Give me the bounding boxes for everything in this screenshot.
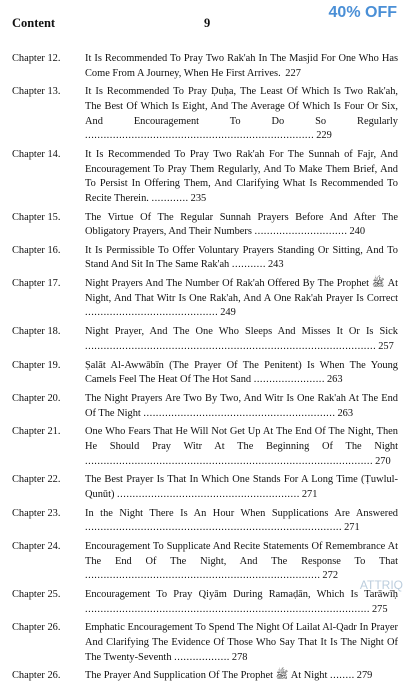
toc-entry-label: Chapter 26. — [12, 670, 61, 682]
toc-entry — [12, 621, 398, 665]
toc-entry — [12, 85, 398, 143]
toc-entry-label: Chapter 15. — [12, 211, 61, 223]
toc-entry-title: In the Night There Is An Hour When Supplications Are Answered — [85, 507, 398, 519]
toc-entry-body — [85, 392, 398, 421]
toc-entry-leader: ............................................................................ — [85, 570, 321, 582]
toc-entry-title: Encouragement To Supplicate And Recite Statements Of Remembrance At The End Of The Night, And The Response To That — [85, 541, 398, 567]
toc-entry-title: Night Prayers And The Number Of Rak'ah Offered By The Prophet ﷺ At Night, And That Witr Is One Rak'ah, And A One Rak'ah Prayer Is Correct — [85, 278, 398, 304]
table-of-contents — [12, 52, 398, 688]
toc-entry-leader: .............................................................. — [143, 407, 336, 419]
toc-entry-label: Chapter 17. — [12, 278, 61, 290]
toc-entry-body — [85, 669, 398, 684]
toc-entry-leader: ........................................... — [85, 307, 219, 319]
toc-entry-label: Chapter 22. — [12, 474, 61, 486]
toc-entry-page: 257 — [378, 340, 394, 352]
toc-entry — [12, 325, 398, 354]
toc-entry-body — [85, 540, 398, 584]
toc-entry — [12, 148, 398, 206]
toc-entry-title: The Prayer And Supplication Of The Prophet ﷺ At Night — [85, 670, 328, 682]
toc-entry-leader: ................................................................................... — [85, 522, 343, 534]
toc-entry-label: Chapter 20. — [12, 392, 61, 404]
toc-entry-body — [85, 85, 398, 143]
toc-entry-leader: ........ — [330, 670, 355, 682]
toc-entry — [12, 211, 398, 240]
toc-entry-leader: .......................................................................... — [85, 130, 315, 142]
toc-entry-leader: ............................................................................................ — [85, 603, 370, 615]
toc-entry — [12, 52, 398, 81]
toc-entry-page: 249 — [220, 307, 236, 319]
toc-entry-body — [85, 588, 398, 617]
toc-entry-page: 229 — [316, 130, 332, 142]
toc-entry-label: Chapter 19. — [12, 359, 61, 371]
toc-entry — [12, 392, 398, 421]
toc-entry-page: 270 — [375, 455, 391, 467]
toc-entry-body — [85, 244, 398, 273]
toc-entry-leader: ............ — [151, 192, 189, 204]
toc-entry-body — [85, 277, 398, 321]
toc-entry-body — [85, 473, 398, 502]
toc-entry-title: The Night Prayers Are Two By Two, And Witr Is One Rak'ah At The End Of The Night — [85, 392, 398, 419]
toc-entry-page: 271 — [344, 522, 360, 534]
toc-entry-page: 279 — [356, 670, 373, 682]
header-section-title: Content — [12, 16, 56, 30]
toc-entry-label: Chapter 14. — [12, 148, 61, 160]
toc-entry — [12, 425, 398, 469]
toc-entry-label: Chapter 23. — [12, 507, 61, 519]
toc-entry-leader: .............................. — [254, 226, 348, 238]
toc-entry-label: Chapter 24. — [12, 541, 61, 553]
toc-entry-page: 235 — [190, 192, 207, 204]
toc-entry-page: 227 — [285, 67, 301, 79]
toc-entry — [12, 359, 398, 388]
toc-entry-page: 271 — [301, 488, 318, 500]
toc-entry-body — [85, 52, 398, 81]
toc-entry-body — [85, 211, 398, 240]
toc-entry — [12, 473, 398, 502]
toc-entry-body — [85, 325, 398, 354]
toc-entry-page: 272 — [322, 570, 339, 582]
toc-entry-leader: .............................................................................................. — [85, 340, 377, 352]
toc-entry-label: Chapter 16. — [12, 244, 61, 256]
toc-entry-title: Night Prayer, And The One Who Sleeps And Misses It Or Is Sick — [85, 326, 398, 338]
toc-entry-body — [85, 148, 398, 206]
toc-entry — [12, 588, 398, 617]
toc-entry-leader: ....................... — [253, 374, 325, 386]
discount-badge: 40% OFF — [328, 4, 397, 21]
toc-entry-body — [85, 507, 398, 536]
toc-entry-leader: ........... — [231, 259, 266, 271]
toc-entry-title: Ṣalāt Al-Awwābīn (The Prayer Of The Penitent) Is When The Young Camels Feel The Heat Of The Hot Sand — [85, 359, 398, 386]
toc-entry-leader: .................. — [174, 651, 230, 663]
toc-entry-title: The Virtue Of The Regular Sunnah Prayers Before And After The Obligatory Prayers, And Their Numbers — [85, 211, 398, 238]
toc-entry-label: Chapter 26. — [12, 622, 61, 634]
toc-entry-label: Chapter 18. — [12, 326, 61, 338]
toc-entry-title: The Best Prayer Is That In Which One Stands For A Long Time (Ṭuwlul-Qunūt) — [85, 474, 398, 500]
toc-entry-title: Emphatic Encouragement To Spend The Night Of Lailat Al-Qadr In Prayer And Clarifying The Evidence Of Those Who Say That It Is The Night Of The Twenty-Seventh — [85, 622, 398, 663]
toc-entry-title: It Is Recommended To Pray Two Rak'ah In The Masjid For One Who Has Come From A Journey, When He First Arrives. — [85, 53, 398, 79]
toc-entry-leader: ............................................................................................. — [85, 455, 374, 467]
header-page-number: 9 — [204, 16, 211, 30]
toc-entry — [12, 669, 398, 684]
toc-entry-title: One Who Fears That He Will Not Get Up At The End Of The Night, Then He Should Pray Witr At The Beginning Of The Night — [85, 426, 398, 452]
toc-entry-body — [85, 359, 398, 388]
toc-entry-title: Encouragement To Pray Qiyām During Ramaḍān, Which Is Tarāwīḥ — [85, 589, 398, 601]
toc-entry-leader: ........................................................... — [117, 488, 300, 500]
toc-entry-page: 275 — [371, 603, 388, 615]
toc-entry-label: Chapter 25. — [12, 589, 61, 601]
toc-entry-title: It Is Recommended To Pray Two Rak'ah For The Sunnah of Fajr, And Encouragement To Pray Them Regularly, And To Make Them Brief, And To Persist In Offering Them, And Clarifying What Is Recommended To Recite Therein. — [85, 148, 398, 204]
toc-entry-page: 263 — [337, 407, 354, 419]
toc-entry-page: 243 — [267, 259, 284, 271]
toc-entry-title: It Is Permissible To Offer Voluntary Prayers Standing Or Sitting, And To Stand And Sit In The Same Rak'ah — [85, 244, 398, 271]
toc-entry-label: Chapter 21. — [12, 426, 61, 438]
toc-entry-page: 263 — [326, 374, 343, 386]
toc-entry — [12, 277, 398, 321]
toc-entry-body — [85, 425, 398, 469]
toc-entry-page: 240 — [349, 226, 366, 238]
toc-entry — [12, 540, 398, 584]
toc-entry-label: Chapter 13. — [12, 86, 61, 98]
toc-entry-title: It Is Recommended To Pray Ḍuḥa, The Least Of Which Is Two Rak'ah, The Best Of Which Is Eight, And The Average Of Which Is Four Or Six, And Encouragement To Do So Regularly — [85, 86, 398, 127]
watermark-logo: ATTRIQ — [359, 578, 403, 592]
toc-entry-body — [85, 621, 398, 665]
toc-entry — [12, 244, 398, 273]
toc-entry-label: Chapter 12. — [12, 53, 61, 64]
toc-entry-page: 278 — [231, 651, 248, 663]
toc-entry — [12, 507, 398, 536]
